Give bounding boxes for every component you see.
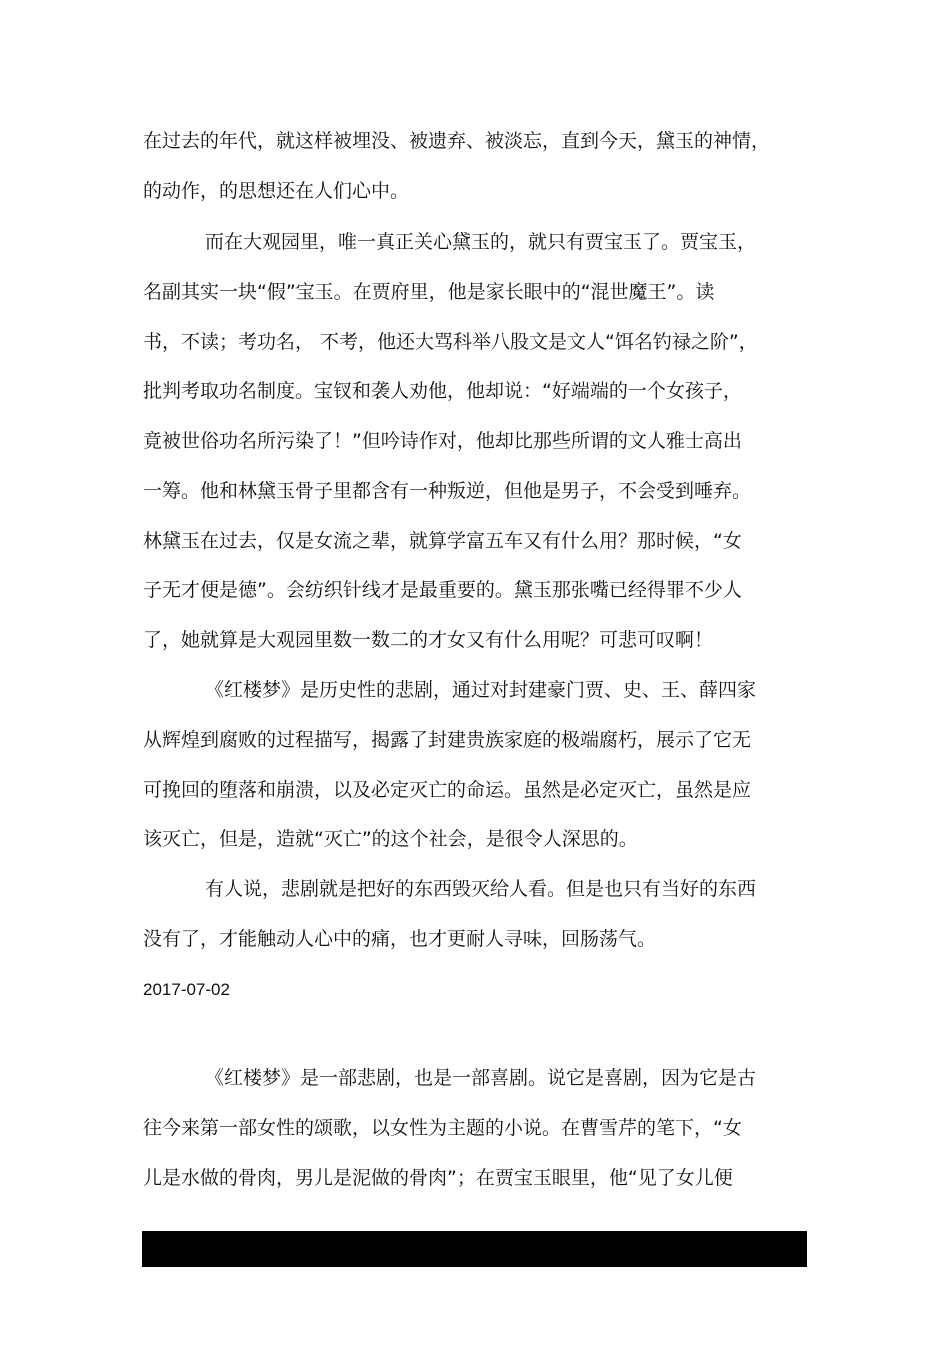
paragraph-line: 该灭亡，但是，造就“灭亡”的这个社会，是很令人深思的。: [143, 828, 638, 850]
paragraph-line: 书，不读；考功名， 不考，他还大骂科举八股文是文人“饵名钓禄之阶”，: [143, 331, 758, 353]
paragraph-line: 在过去的年代，就这样被埋没、被遗弃、被淡忘，直到今天，黛玉的神情，: [143, 130, 771, 152]
paragraph-line: 竟被世俗功名所污染了！”但吟诗作对，他却比那些所谓的文人雅士高出: [143, 430, 742, 452]
paragraph-line: 林黛玉在过去，仅是女流之辈，就算学富五车又有什么用？那时候，“女: [143, 530, 742, 552]
paragraph-line: 了，她就算是大观园里数一数二的才女又有什么用呢？可悲可叹啊！: [143, 629, 714, 651]
paragraph-line: 批判考取功名制度。宝钗和袭人劝他，他却说：“好端端的一个女孩子，: [143, 380, 742, 402]
paragraph-line: 子无才便是德”。会纺织针线才是最重要的。黛玉那张嘴已经得罪不少人: [143, 579, 742, 601]
paragraph-line: 往今来第一部女性的颂歌，以女性为主题的小说。在曹雪芹的笔下，“女: [143, 1117, 742, 1139]
footer-black-bar: [142, 1231, 807, 1267]
paragraph-line: 的动作，的思想还在人们心中。: [143, 180, 410, 202]
paragraph-line: 从辉煌到腐败的过程描写，揭露了封建贵族家庭的极端腐朽，展示了它无: [143, 729, 752, 751]
paragraph-line: 而在大观园里，唯一真正关心黛玉的，就只有贾宝玉了。贾宝玉，: [205, 231, 757, 253]
date-stamp: 2017-07-02: [143, 980, 230, 999]
paragraph-line: 可挽回的堕落和崩溃，以及必定灭亡的命运。虽然是必定灭亡，虽然是应: [143, 779, 752, 801]
paragraph-line: 儿是水做的骨肉，男儿是泥做的骨肉”；在贾宝玉眼里，他“见了女儿便: [143, 1167, 733, 1189]
paragraph-line: 有人说，悲剧就是把好的东西毁灭给人看。但是也只有当好的东西: [205, 878, 757, 900]
paragraph-line: 没有了，才能触动人心中的痛，也才更耐人寻味，回肠荡气。: [143, 928, 657, 950]
paragraph-line: 一筹。他和林黛玉骨子里都含有一种叛逆，但他是男子，不会受到唾弃。: [143, 480, 752, 502]
paragraph-line: 名副其实一块“假”宝玉。在贾府里，他是家长眼中的“混世魔王”。读: [143, 281, 715, 303]
paragraph-line: 《红楼梦》是一部悲剧，也是一部喜剧。说它是喜剧，因为它是古: [205, 1067, 757, 1089]
paragraph-line: 《红楼梦》是历史性的悲剧，通过对封建豪门贾、史、王、薛四家: [205, 679, 757, 701]
